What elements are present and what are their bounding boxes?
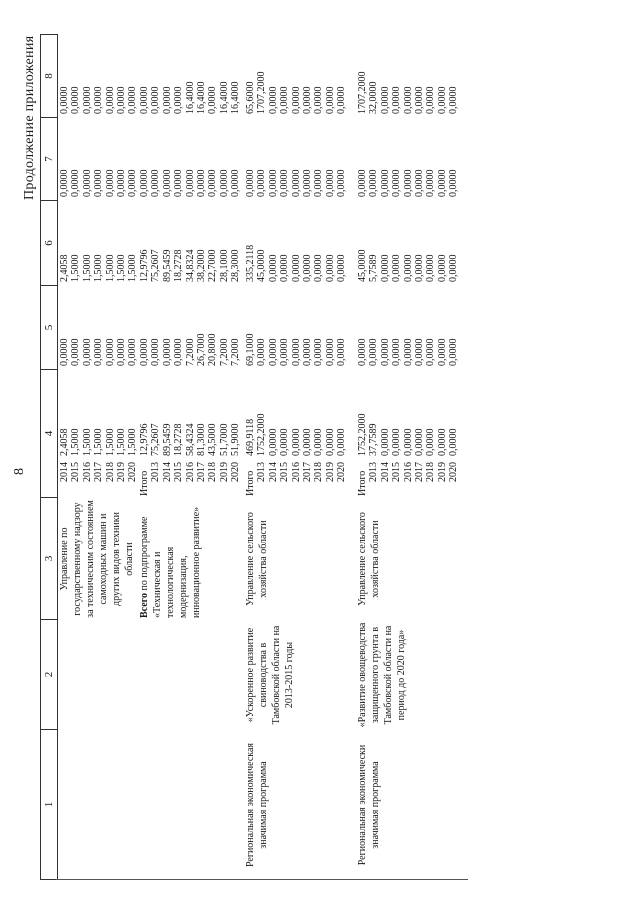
- value-cell: 0,0000: [59, 86, 70, 114]
- column-header-3: 3: [41, 498, 58, 620]
- year-cell: 2018: [104, 462, 116, 482]
- table-left-rule: [56, 879, 468, 880]
- value-cell: 0,0000: [324, 428, 336, 456]
- value-cell: 0,0000: [302, 338, 313, 366]
- value-cell: 0,0000: [267, 86, 279, 114]
- subprogram-total-rest: по подпрограмме «Техническая и технологическая модернизация, инновационное развитие»: [139, 506, 202, 618]
- value-cell: 0,0000: [324, 338, 336, 366]
- value-cell: 0,0000: [173, 169, 185, 197]
- value-cell: 0,0000: [448, 86, 460, 114]
- year-cell: 2013: [256, 462, 268, 482]
- value-cell: 5,7589: [368, 254, 380, 282]
- value-cell: 0,0000: [414, 338, 425, 366]
- year-cell: Итого: [245, 470, 256, 496]
- value-cell: 0,0000: [368, 338, 380, 366]
- value-cell: 0,0000: [336, 338, 348, 366]
- year-cell: 2014: [267, 462, 279, 482]
- value-cell: 7,2000: [218, 338, 230, 366]
- column-header-8: 8: [41, 35, 58, 118]
- value-cell: 37,7589: [368, 423, 380, 456]
- year-cell: 2016: [402, 462, 414, 482]
- value-cell: 0,0000: [267, 338, 279, 366]
- year-cell: 2017: [93, 462, 105, 482]
- year-cell: 2015: [70, 462, 82, 482]
- value-cell: 1,5000: [70, 254, 82, 282]
- year-cell: 2016: [81, 462, 93, 482]
- value-cell: 0,0000: [402, 338, 414, 366]
- year-cell: Итого: [357, 470, 368, 496]
- value-cell: 0,0000: [436, 254, 448, 282]
- value-cell: 0,0000: [161, 338, 173, 366]
- value-cell: 2,4058: [59, 428, 70, 456]
- value-cell: 0,0000: [127, 86, 139, 114]
- value-cell: 89,5459: [161, 249, 173, 282]
- value-cell: 0,0000: [313, 86, 325, 114]
- value-cell: 51,9000: [230, 423, 242, 456]
- year-cell: 2018: [313, 462, 325, 482]
- year-cell: 2019: [324, 462, 336, 482]
- value-cell: 0,0000: [425, 428, 437, 456]
- value-cell: 0,0000: [104, 169, 116, 197]
- value-cell: 22,7000: [207, 249, 219, 282]
- value-cell: 0,0000: [207, 169, 219, 197]
- value-cell: 0,0000: [448, 428, 460, 456]
- value-cell: 0,0000: [414, 254, 425, 282]
- year-cell: 2016: [184, 462, 196, 482]
- value-cell: 0,0000: [436, 428, 448, 456]
- value-cell: 0,0000: [127, 338, 139, 366]
- value-cell: 0,0000: [391, 254, 403, 282]
- value-cell: 34,8324: [184, 249, 196, 282]
- value-cell: 0,0000: [324, 254, 336, 282]
- column-header-4: 4: [41, 370, 58, 498]
- value-cell: 0,0000: [116, 86, 127, 114]
- value-cell: 1,5000: [70, 428, 82, 456]
- year-cell: 2019: [116, 462, 127, 482]
- value-cell: 0,0000: [448, 254, 460, 282]
- value-cell: 0,0000: [336, 169, 348, 197]
- value-cell: 16,4000: [184, 81, 196, 114]
- year-cell: 2017: [414, 462, 425, 482]
- year-cell: 2019: [436, 462, 448, 482]
- value-cell: 0,0000: [302, 254, 313, 282]
- value-cell: 1,5000: [81, 254, 93, 282]
- value-cell: 7,2000: [184, 338, 196, 366]
- program-name-cell: «Развитие овощеводства защищенного грунта в Тамбовской области на период до 2020 года»: [357, 622, 407, 728]
- value-cell: 0,0000: [116, 338, 127, 366]
- column-header-2: 2: [41, 620, 58, 730]
- value-cell: 0,0000: [70, 169, 82, 197]
- value-cell: 0,0000: [267, 169, 279, 197]
- value-cell: 0,0000: [302, 86, 313, 114]
- value-cell: 1752,2000: [256, 413, 268, 456]
- value-cell: 51,7000: [218, 423, 230, 456]
- value-cell: 0,0000: [425, 86, 437, 114]
- column-header-6: 6: [41, 201, 58, 286]
- value-cell: 0,0000: [81, 169, 93, 197]
- value-cell: 20,8000: [207, 333, 219, 366]
- year-cell: 2013: [150, 462, 162, 482]
- value-cell: 0,0000: [70, 338, 82, 366]
- year-cell: 2019: [218, 462, 230, 482]
- program-type-cell: Региональная экономическая значимая программа: [245, 742, 269, 868]
- value-cell: 0,0000: [368, 169, 380, 197]
- rotated-table-sheet: [12, 35, 610, 880]
- value-cell: 2,4058: [59, 254, 70, 282]
- year-cell: Итого: [139, 470, 150, 496]
- value-cell: 81,3000: [196, 423, 207, 456]
- value-cell: 0,0000: [279, 254, 291, 282]
- value-cell: 0,0000: [336, 86, 348, 114]
- value-cell: 69,1000: [245, 333, 256, 366]
- year-cell: 2015: [391, 462, 403, 482]
- year-cell: 2020: [448, 462, 460, 482]
- value-cell: 0,0000: [425, 338, 437, 366]
- value-cell: 1,5000: [93, 254, 105, 282]
- value-cell: 0,0000: [150, 169, 162, 197]
- value-cell: 0,0000: [290, 86, 302, 114]
- value-cell: 0,0000: [245, 169, 256, 197]
- column-header-row: [40, 34, 58, 880]
- value-cell: 0,0000: [290, 169, 302, 197]
- value-cell: 32,0000: [368, 81, 380, 114]
- value-cell: 1,5000: [116, 428, 127, 456]
- value-cell: 0,0000: [336, 254, 348, 282]
- program-name-cell: «Ускоренное развитие свиноводства в Тамбовской области на 2013-2015 годы: [245, 625, 295, 725]
- value-cell: 0,0000: [324, 169, 336, 197]
- value-cell: 0,0000: [391, 169, 403, 197]
- value-cell: 1,5000: [104, 428, 116, 456]
- value-cell: 0,0000: [196, 169, 207, 197]
- value-cell: 18,2728: [173, 249, 185, 282]
- value-cell: 38,2000: [196, 249, 207, 282]
- value-cell: 0,0000: [313, 338, 325, 366]
- value-cell: 0,0000: [313, 169, 325, 197]
- year-cell: 2014: [379, 462, 391, 482]
- value-cell: 0,0000: [81, 86, 93, 114]
- year-cell: 2015: [279, 462, 291, 482]
- value-cell: 0,0000: [150, 86, 162, 114]
- value-cell: 43,5000: [207, 423, 219, 456]
- value-cell: 0,0000: [313, 254, 325, 282]
- value-cell: 0,0000: [357, 169, 368, 197]
- value-cell: 0,0000: [256, 169, 268, 197]
- value-cell: 0,0000: [207, 86, 219, 114]
- value-cell: 0,0000: [448, 169, 460, 197]
- value-cell: 0,0000: [256, 338, 268, 366]
- continuation-title: Продолжение приложения: [22, 35, 37, 200]
- value-cell: 26,7000: [196, 333, 207, 366]
- value-cell: 65,6000: [245, 81, 256, 114]
- value-cell: 16,4000: [218, 81, 230, 114]
- year-cell: 2020: [230, 462, 242, 482]
- value-cell: 1752,2000: [357, 413, 368, 456]
- value-cell: 0,0000: [414, 428, 425, 456]
- value-cell: 0,0000: [391, 338, 403, 366]
- value-cell: 0,0000: [324, 86, 336, 114]
- value-cell: 58,4324: [184, 423, 196, 456]
- value-cell: 1,5000: [93, 428, 105, 456]
- value-cell: 0,0000: [302, 169, 313, 197]
- value-cell: 0,0000: [267, 254, 279, 282]
- value-cell: 16,4000: [196, 81, 207, 114]
- value-cell: 0,0000: [379, 254, 391, 282]
- value-cell: 1,5000: [116, 254, 127, 282]
- value-cell: 0,0000: [448, 338, 460, 366]
- year-cell: 2016: [290, 462, 302, 482]
- value-cell: 12,9796: [139, 249, 150, 282]
- year-cell: 2014: [59, 462, 70, 482]
- executor-cell: Управление сельского хозяйства области: [357, 512, 381, 606]
- year-cell: 2017: [196, 462, 207, 482]
- value-cell: 0,0000: [436, 169, 448, 197]
- value-cell: 335,2118: [245, 244, 256, 282]
- value-cell: 0,0000: [336, 428, 348, 456]
- value-cell: 0,0000: [139, 86, 150, 114]
- value-cell: 1,5000: [127, 428, 139, 456]
- subprogram-total-lead: Всего: [139, 593, 150, 618]
- value-cell: 0,0000: [414, 86, 425, 114]
- column-header-5: 5: [41, 286, 58, 370]
- value-cell: 0,0000: [402, 86, 414, 114]
- value-cell: 0,0000: [93, 169, 105, 197]
- value-cell: 0,0000: [279, 86, 291, 114]
- value-cell: 1,5000: [127, 254, 139, 282]
- value-cell: 0,0000: [379, 86, 391, 114]
- value-cell: 0,0000: [161, 86, 173, 114]
- value-cell: 1707,2000: [256, 71, 268, 114]
- value-cell: 89,5459: [161, 423, 173, 456]
- value-cell: 0,0000: [436, 338, 448, 366]
- value-cell: 0,0000: [184, 169, 196, 197]
- year-cell: 2013: [368, 462, 380, 482]
- value-cell: 0,0000: [93, 338, 105, 366]
- value-cell: 0,0000: [357, 338, 368, 366]
- value-cell: 0,0000: [391, 428, 403, 456]
- value-cell: 0,0000: [279, 169, 291, 197]
- value-cell: 0,0000: [290, 338, 302, 366]
- year-cell: 2018: [425, 462, 437, 482]
- value-cell: 75,2607: [150, 423, 162, 456]
- value-cell: 0,0000: [425, 254, 437, 282]
- program-type-cell: Региональная экономически значимая программа: [357, 744, 381, 866]
- value-cell: 28,3000: [230, 249, 242, 282]
- value-cell: 469,9118: [245, 418, 256, 456]
- value-cell: 0,0000: [302, 428, 313, 456]
- year-cell: 2020: [127, 462, 139, 482]
- value-cell: 0,0000: [161, 169, 173, 197]
- value-cell: 0,0000: [379, 169, 391, 197]
- value-cell: 1707,2000: [357, 71, 368, 114]
- value-cell: 0,0000: [173, 86, 185, 114]
- value-cell: 18,2728: [173, 423, 185, 456]
- value-cell: 0,0000: [279, 338, 291, 366]
- value-cell: 0,0000: [104, 338, 116, 366]
- value-cell: 0,0000: [402, 169, 414, 197]
- page-number: 8: [12, 468, 27, 475]
- year-cell: 2015: [173, 462, 185, 482]
- value-cell: 0,0000: [414, 169, 425, 197]
- year-cell: 2017: [302, 462, 313, 482]
- value-cell: 0,0000: [70, 86, 82, 114]
- year-cell: 2018: [207, 462, 219, 482]
- executor-cell: Управление по государственному надзору за техническим состоянием самоходных машин и других видов техники области: [59, 500, 135, 618]
- column-header-7: 7: [41, 118, 58, 201]
- value-cell: 1,5000: [104, 254, 116, 282]
- value-cell: 28,1000: [218, 249, 230, 282]
- value-cell: 0,0000: [59, 169, 70, 197]
- value-cell: 0,0000: [81, 338, 93, 366]
- value-cell: 0,0000: [279, 428, 291, 456]
- value-cell: 1,5000: [81, 428, 93, 456]
- year-cell: 2020: [336, 462, 348, 482]
- value-cell: 0,0000: [379, 338, 391, 366]
- value-cell: 0,0000: [290, 254, 302, 282]
- value-cell: 45,0000: [256, 249, 268, 282]
- value-cell: 0,0000: [104, 86, 116, 114]
- subprogram-total-label: [138, 500, 203, 618]
- value-cell: 0,0000: [173, 338, 185, 366]
- value-cell: 0,0000: [402, 254, 414, 282]
- value-cell: 0,0000: [218, 169, 230, 197]
- value-cell: 0,0000: [139, 338, 150, 366]
- value-cell: 12,9796: [139, 423, 150, 456]
- value-cell: 0,0000: [313, 428, 325, 456]
- value-cell: 0,0000: [116, 169, 127, 197]
- value-cell: 0,0000: [267, 428, 279, 456]
- value-cell: 0,0000: [290, 428, 302, 456]
- value-cell: 0,0000: [127, 169, 139, 197]
- executor-cell: Управление сельского хозяйства области: [245, 512, 269, 606]
- value-cell: 7,2000: [230, 338, 242, 366]
- value-cell: 0,0000: [436, 86, 448, 114]
- value-cell: 0,0000: [391, 86, 403, 114]
- value-cell: 0,0000: [150, 338, 162, 366]
- value-cell: 0,0000: [93, 86, 105, 114]
- value-cell: 0,0000: [402, 428, 414, 456]
- value-cell: 0,0000: [379, 428, 391, 456]
- value-cell: 0,0000: [139, 169, 150, 197]
- value-cell: 0,0000: [59, 338, 70, 366]
- value-cell: 0,0000: [230, 169, 242, 197]
- column-header-1: 1: [41, 730, 58, 880]
- value-cell: 75,2607: [150, 249, 162, 282]
- year-cell: 2014: [161, 462, 173, 482]
- value-cell: 16,4000: [230, 81, 242, 114]
- value-cell: 45,0000: [357, 249, 368, 282]
- value-cell: 0,0000: [425, 169, 437, 197]
